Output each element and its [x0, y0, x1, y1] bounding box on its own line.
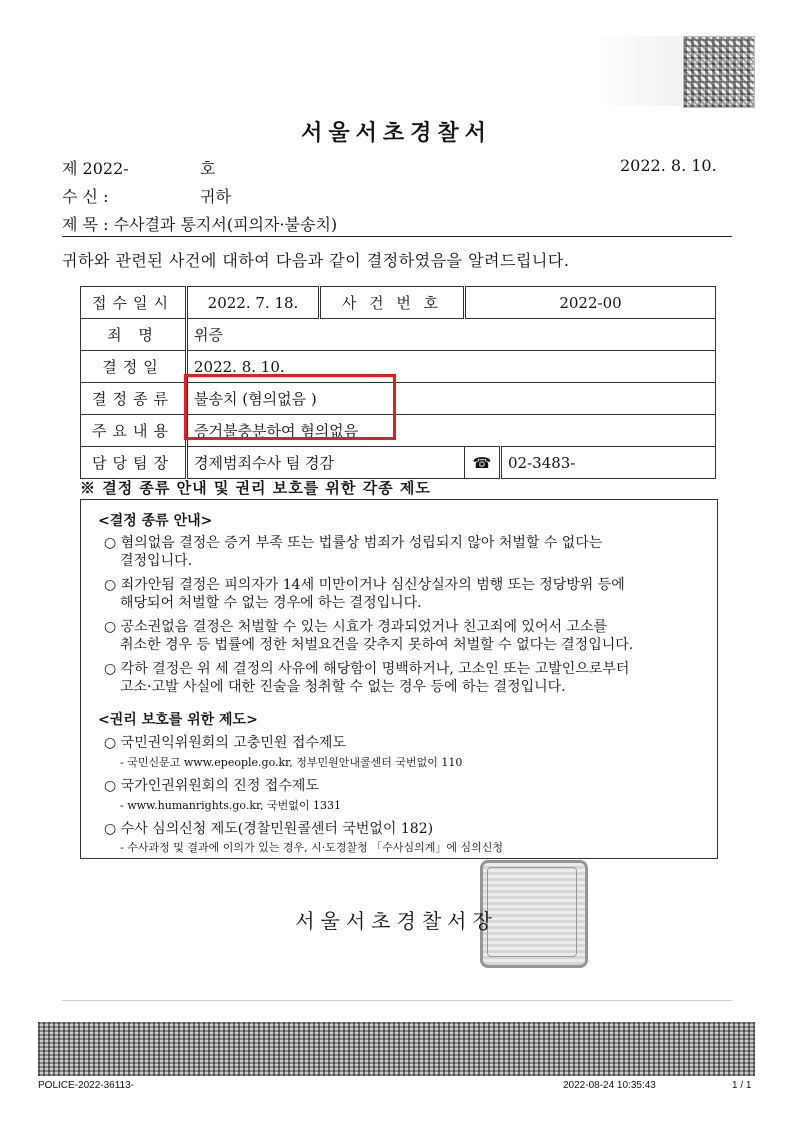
decision-type-label: 결정종류	[81, 383, 187, 415]
decision-item-4-line1: ○ 각하 결정은 위 세 결정의 사유에 해당함이 명백하거나, 고소인 또는 고발인으로부터	[104, 661, 630, 677]
highlight-box	[184, 374, 396, 440]
decision-date-value: 2022. 8. 10.	[187, 351, 716, 383]
decision-type-value: 불송치 (혐의없음 )	[187, 383, 716, 415]
rights-heading: <권리 보호를 위한 제도>	[98, 712, 258, 728]
rights-item-1-detail: - 국민신문고 www.epeople.go.kr, 정부민원안내콜센터 국번없이 110	[120, 756, 463, 769]
footer-doc-id: POLICE-2022-36113-	[38, 1080, 134, 1091]
phone-value: 02-3483-	[501, 447, 716, 479]
footer-divider	[62, 1000, 732, 1001]
page-title: 서울서초경찰서	[301, 120, 492, 146]
decision-heading: <결정 종류 안내>	[98, 513, 213, 529]
table-row	[81, 287, 716, 319]
rights-item-2: ○ 국가인권위원회의 진정 접수제도	[104, 778, 319, 794]
doc-date: 2022. 8. 10.	[620, 156, 717, 175]
recipient-label: 수 신 :	[62, 187, 109, 206]
rights-item-2-detail: - www.humanrights.go.kr, 국번없이 1331	[120, 799, 342, 812]
charge-label: 죄 명	[81, 319, 187, 351]
decision-item-2-line2: 해당되어 처벌할 수 없는 경우에 하는 결정입니다.	[120, 595, 422, 611]
guide-section-title: ※ 결정 종류 안내 및 권리 보호를 위한 각종 제도	[80, 479, 431, 497]
main-content-label: 주요내용	[81, 415, 187, 447]
receipt-date-label: 접수일시	[81, 287, 187, 319]
table-row	[81, 447, 716, 479]
phone-icon: ☎	[465, 447, 501, 479]
subject: 제 목 : 수사결과 통지서(피의자·불송치)	[62, 215, 338, 234]
recipient-value: 귀하	[200, 187, 231, 206]
case-number-label: 사 건 번 호	[320, 287, 465, 319]
table-row	[81, 383, 716, 415]
table-row	[81, 415, 716, 447]
decision-date-label: 결정일	[81, 351, 187, 383]
rights-item-3: ○ 수사 심의신청 제도(경찰민원콜센터 국번없이 182)	[104, 821, 434, 837]
notice-text: 귀하와 관련된 사건에 대하여 다음과 같이 결정하였음을 알려드립니다.	[62, 251, 570, 270]
decision-item-4-line2: 고소·고발 사실에 대한 진술을 청취할 수 없는 경우 등에 하는 결정입니다.	[120, 679, 566, 695]
case-number-value: 2022-00	[465, 287, 716, 319]
footer-page: 1 / 1	[732, 1080, 752, 1091]
police-chief-signature: 서울서초경찰서장	[295, 909, 498, 933]
table-row	[81, 351, 716, 383]
team-value: 경제범죄수사 팀 경감	[187, 447, 465, 479]
decision-item-3-line2: 취소한 경우 등 법률에 정한 처벌요건을 갖추지 못하여 처벌할 수 없다는 결정입니다.	[120, 637, 634, 653]
doc-number: 제 2022-	[62, 159, 129, 178]
doc-number-suffix: 호	[200, 159, 216, 178]
charge-value: 위증	[187, 319, 716, 351]
header-divider	[62, 236, 732, 237]
receipt-date-value: 2022. 7. 18.	[187, 287, 320, 319]
main-content-value: 증거불충분하여 혐의없음	[187, 415, 716, 447]
table-row	[81, 319, 716, 351]
rights-item-1: ○ 국민권익위원회의 고충민원 접수제도	[104, 735, 346, 751]
qr-shade	[596, 36, 682, 106]
case-info-table	[80, 286, 716, 479]
decision-item-1-line2: 결정입니다.	[120, 553, 193, 569]
decision-item-3-line1: ○ 공소권없음 결정은 처벌할 수 있는 시효가 경과되었거나 친고죄에 있어서 고소를	[104, 619, 608, 635]
qr-code-icon	[683, 36, 755, 108]
decision-item-2-line1: ○ 죄가안됨 결정은 피의자가 14세 미만이거나 심신상실자의 범행 또는 정당방위 등에	[104, 577, 625, 593]
rights-item-3-detail: - 수사과정 및 결과에 이의가 있는 경우, 시·도경찰청 「수사심의계」에 심의신청	[120, 841, 503, 854]
team-label: 담당팀장	[81, 447, 187, 479]
barcode-strip	[38, 1022, 755, 1076]
footer-timestamp: 2022-08-24 10:35:43	[563, 1080, 656, 1091]
decision-item-1-line1: ○ 혐의없음 결정은 증거 부족 또는 법률상 범죄가 성립되지 않아 처벌할 수 없다는	[104, 535, 603, 551]
